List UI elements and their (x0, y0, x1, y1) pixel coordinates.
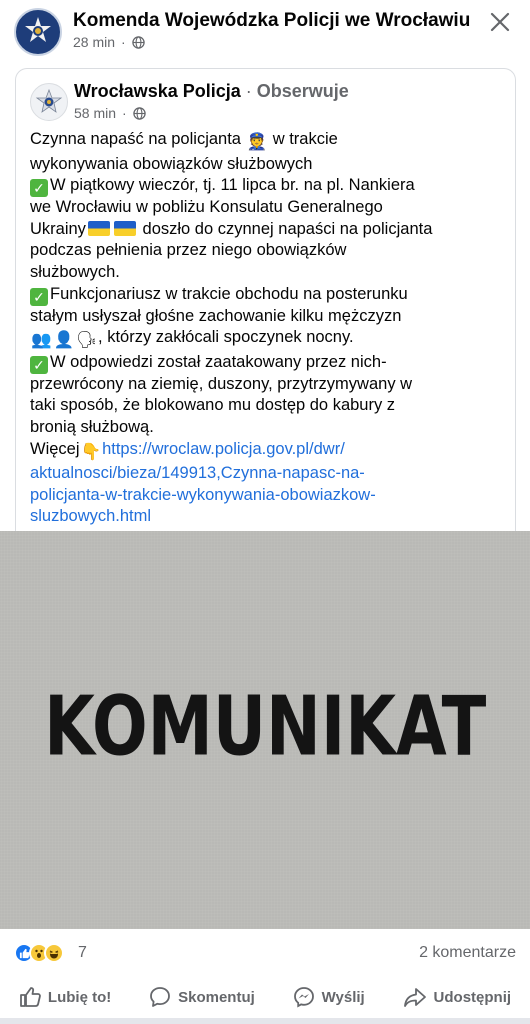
reaction-icons[interactable] (14, 943, 59, 963)
feed-separator (0, 1018, 530, 1024)
reaction-count[interactable]: 7 (78, 944, 87, 961)
shared-post-meta: 58 min · (74, 105, 146, 121)
messenger-icon (293, 986, 315, 1008)
page-name[interactable]: Komenda Wojewódzka Policji we Wrocławiu (73, 10, 471, 31)
post-link[interactable]: sluzbowych.html (30, 507, 152, 526)
send-button[interactable]: Wyślij (293, 986, 365, 1008)
police-officer-icon: 👮 (246, 133, 268, 151)
reactions-summary (0, 929, 530, 977)
author-avatar[interactable] (30, 83, 68, 121)
check-mark-icon: ✓ (30, 288, 48, 306)
post-link[interactable]: aktualnosci/bieza/149913,Czynna-napasc-na- (30, 464, 365, 483)
text-line: stałym usłyszał głośne zachowanie kilku mężczyzn (30, 306, 402, 325)
post-link[interactable]: policjanta-w-trakcie-wykonywania-obowiazkow- (30, 485, 376, 504)
pointing-down-icon: 👇 (80, 442, 102, 461)
post-link[interactable]: https://wroclaw.policja.gov.pl/dwr/ (102, 439, 345, 458)
comment-button[interactable]: Skomentuj (149, 986, 255, 1008)
text-line: bronią służbową. (30, 417, 154, 436)
text-line: Więcej👇https://wroclaw.policja.gov.pl/dwr/ (30, 439, 508, 464)
text-line: ✓ Funkcjonariusz w trakcie obchodu na posterunku (30, 284, 508, 306)
people-icon: 👥 (31, 331, 52, 350)
speaking-head-icon: 🗣 (76, 331, 98, 350)
text-line: 👥 👤 🗣, którzy zakłócali spoczynek nocny. (30, 327, 508, 352)
check-mark-icon: ✓ (30, 179, 48, 197)
police-star-icon (35, 88, 63, 116)
shared-post-card[interactable] (15, 68, 516, 538)
shared-post-time[interactable]: 58 min (74, 105, 117, 121)
follow-button[interactable]: Obserwuje (256, 81, 349, 101)
comment-icon (149, 986, 171, 1008)
author-name[interactable]: Wrocławska Policja (74, 81, 241, 101)
share-button[interactable]: Udostępnij (403, 986, 512, 1008)
ukraine-flag-icon (114, 221, 136, 236)
person-icon: 👤 (53, 331, 75, 350)
police-badge-icon (20, 14, 56, 50)
text-line: Ukrainy doszło do czynnej napaści na policjanta (30, 219, 433, 238)
close-button[interactable] (484, 6, 516, 38)
ukraine-flag-icon (88, 221, 110, 236)
page-avatar[interactable] (14, 8, 62, 56)
text-line: podczas pełnienia przez niego obowiązków (30, 241, 347, 260)
globe-icon (133, 107, 146, 120)
text-line: ✓ W piątkowy wieczór, tj. 11 lipca br. na pl. Nankiera (30, 175, 508, 197)
text-line: przewrócony na ziemię, duszony, przytrzymywany w (30, 374, 413, 393)
post-time[interactable]: 28 min (73, 34, 116, 50)
close-icon (490, 12, 510, 32)
text-line: taki sposób, że blokowano mu dostęp do kabury z (30, 396, 396, 415)
text-line: służbowych. (30, 262, 120, 281)
image-headline: KOMUNIKAT (43, 679, 487, 775)
check-mark-icon: ✓ (30, 356, 48, 374)
haha-reaction-icon (44, 943, 64, 963)
text-line: we Wrocławiu w pobliżu Konsulatu Generalnego (30, 198, 383, 217)
post-header (0, 0, 530, 64)
text-line: Czynna napaść na policjanta 👮 w trakcie (30, 129, 508, 154)
action-bar (0, 977, 530, 1017)
share-icon (403, 986, 427, 1008)
post-meta: 28 min · (73, 34, 145, 50)
author-line (74, 81, 349, 102)
text-line: wykonywania obowiązków służbowych (30, 154, 313, 173)
like-button[interactable]: Lubię to! (19, 986, 111, 1008)
post-text (30, 129, 508, 528)
text-line: ✓ W odpowiedzi został zaatakowany przez nich- (30, 352, 508, 374)
name-separator: · (245, 81, 252, 101)
thumbs-up-icon (19, 986, 41, 1008)
comment-count[interactable]: 2 komentarze (419, 944, 516, 961)
globe-icon (132, 36, 145, 49)
post-image[interactable] (0, 531, 530, 929)
